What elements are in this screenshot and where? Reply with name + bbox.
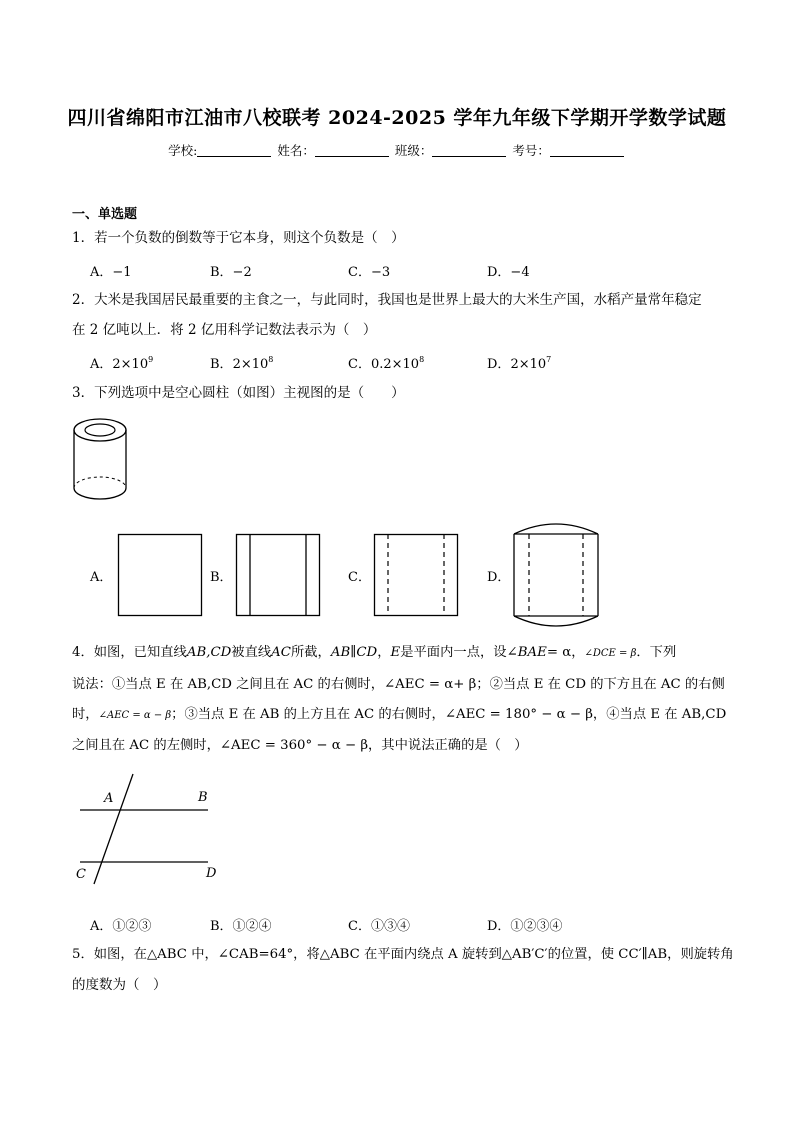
question-4-line-3: 时，∠AEC = α − β；③当点 E 在 AB 的上方且在 AC 的右侧时，∠AEC = 180° − α − β，④当点 E 在 AB,CD [72, 707, 727, 722]
parallel-lines-figure [76, 770, 216, 890]
hollow-cylinder-figure [70, 414, 140, 504]
class-label: 班级： [394, 143, 433, 158]
q4-option-a[interactable]: A．①②③ [90, 919, 152, 934]
option-d-curved-figure [512, 520, 600, 630]
question-5-line-2: 的度数为（ ） [72, 977, 167, 993]
name-blank[interactable] [315, 144, 389, 157]
option-b-solid-lines-figure [236, 534, 320, 616]
question-1-stem: 1．若一个负数的倒数等于它本身，则这个负数是（ ） [72, 230, 405, 246]
q1-option-a[interactable]: A．−1 [90, 265, 132, 280]
question-4-line-4: 之间且在 AC 的左侧时，∠AEC = 360° − α − β，其中说法正确的是（ ） [72, 738, 528, 753]
q3-option-c[interactable]: C． [348, 570, 371, 585]
q1-option-d[interactable]: D．−4 [487, 265, 530, 280]
point-b-label: B [198, 790, 208, 805]
question-4-line-1: 4．如图，已知直线AB,CD被直线AC所截，AB∥CD，E是平面内一点，设∠BAE= α，∠DCE = β．下列 [72, 645, 677, 660]
q1-option-b[interactable]: B．−2 [210, 265, 252, 280]
section-heading: 一、单选题 [72, 207, 138, 222]
q4-option-d[interactable]: D．①②③④ [487, 919, 563, 934]
point-a-label: A [104, 791, 114, 806]
page-title: 四川省绵阳市江油市八校联考 2024-2025 学年九年级下学期开学数学试题 [67, 107, 727, 129]
school-blank[interactable] [197, 144, 271, 157]
q1-option-c[interactable]: C．−3 [348, 265, 391, 280]
option-c-dashed-lines-figure [374, 534, 458, 616]
question-3-stem: 3．下列选项中是空心圆柱（如图）主视图的是（ ） [72, 385, 405, 401]
school-label: 学校: [168, 143, 198, 158]
question-5-line-1: 5．如图，在△ABC 中，∠CAB=64°，将△ABC 在平面内绕点 A 旋转到△AB′C′的位置，使 CC′∥AB，则旋转角 [72, 947, 734, 962]
question-2-line-1: 2．大米是我国居民最重要的主食之一，与此同时，我国也是世界上最大的大米生产国，水稻产量常年稳定 [72, 292, 702, 308]
option-a-square-figure [118, 534, 202, 616]
question-2-line-2: 在 2 亿吨以上．将 2 亿用科学记数法表示为（ ） [72, 322, 377, 338]
number-label: 考号： [512, 143, 550, 158]
q3-option-a[interactable]: A． [90, 570, 113, 585]
point-d-label: D [206, 866, 217, 881]
student-info-line [0, 141, 794, 159]
q2-option-d[interactable]: D．$2\times 10^7$ [487, 355, 552, 372]
question-4-line-2: 说法：①当点 E 在 AB,CD 之间且在 AC 的右侧时，∠AEC = α+ β；②当点 E 在 CD 的下方且在 AC 的右侧 [72, 677, 725, 692]
class-blank[interactable] [432, 144, 506, 157]
point-c-label: C [76, 867, 86, 882]
q3-option-d[interactable]: D． [487, 570, 511, 585]
q2-option-b[interactable]: B．$2\times 10^8$ [210, 355, 274, 372]
q4-option-c[interactable]: C．①③④ [348, 919, 410, 934]
q2-option-a[interactable]: A．$2\times 10^9$ [90, 355, 154, 372]
number-blank[interactable] [550, 144, 624, 157]
name-label: 姓名： [277, 143, 315, 158]
q2-option-c[interactable]: C．$0.2\times 10^8$ [348, 355, 425, 372]
q3-option-b[interactable]: B． [210, 570, 233, 585]
q4-option-b[interactable]: B．①②④ [210, 919, 272, 934]
